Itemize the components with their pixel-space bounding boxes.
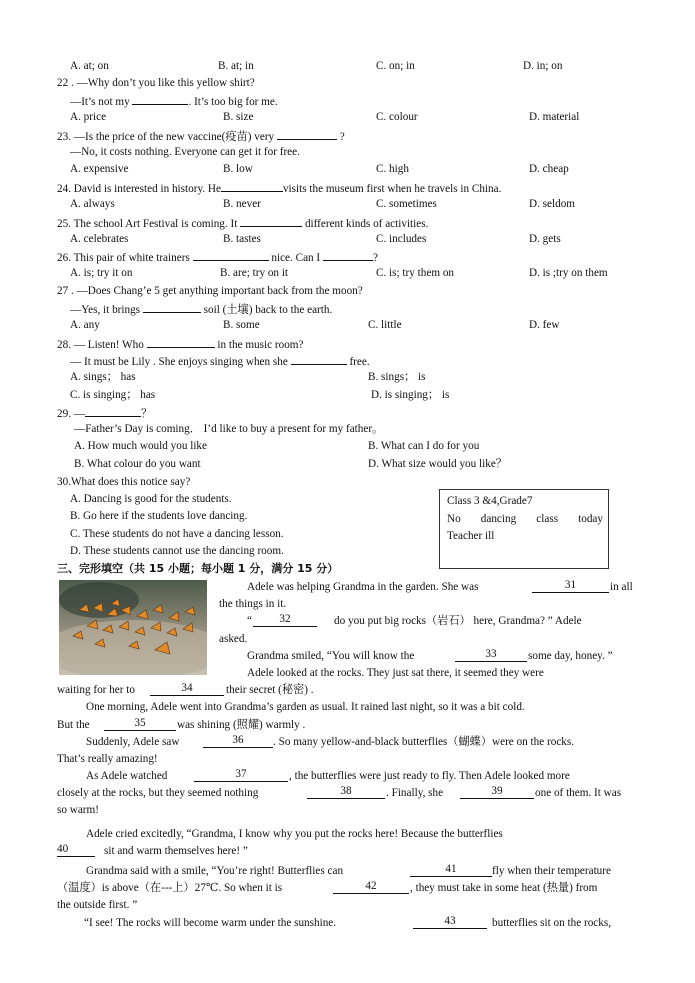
cloze-line: Adele cried excitedly, “Grandma, I know why you put the rocks here! Because the butterflies bbox=[86, 827, 503, 840]
question-27 bbox=[0, 283, 695, 335]
q28-blank-1[interactable] bbox=[147, 335, 215, 348]
cloze-line: Adele looked at the rocks. They just sat there, it seemed they were bbox=[247, 666, 544, 679]
q27-option-b: B. some bbox=[223, 319, 260, 332]
q29-stem: 29. — ？ bbox=[57, 404, 152, 423]
section-3-title: 三、完形填空（共 15 小题；每小题 1 分，满分 15 分） bbox=[57, 562, 339, 575]
cloze-line: But the 35 was shining (照耀) warmly . bbox=[57, 716, 306, 731]
q30-option-a: A. Dancing is good for the students. bbox=[70, 493, 232, 506]
q29-option-d: D. What size would you like？ bbox=[368, 457, 507, 470]
cloze-line: As Adele watched 37 , the butterflies were just ready to fly. Then Adele looked more bbox=[86, 768, 570, 783]
q23-option-b: B. low bbox=[223, 163, 253, 176]
notice-line2: No dancing class today bbox=[447, 512, 603, 525]
q28-option-d: D. is singing； is bbox=[371, 388, 450, 401]
blank-43[interactable]: 43 bbox=[413, 915, 487, 929]
q26-option-b: B. are; try on it bbox=[220, 267, 289, 280]
blank-39[interactable]: 39 bbox=[460, 785, 534, 799]
q21-option-b: B. at; in bbox=[218, 60, 254, 72]
q23-option-a: A. expensive bbox=[70, 163, 129, 176]
question-23 bbox=[0, 127, 695, 179]
q28-line2: — It must be Lily . She enjoys singing when she free. bbox=[70, 352, 370, 371]
q23-line2: —No, it costs nothing. Everyone can get it for free. bbox=[70, 146, 300, 159]
blank-37[interactable]: 37 bbox=[194, 768, 288, 782]
cloze-passage bbox=[0, 579, 695, 932]
q27-line2: —Yes, it brings soil (土壤) back to the earth. bbox=[70, 300, 332, 319]
q21-options bbox=[0, 58, 695, 75]
q28-stem: 28. — Listen! Who in the music room? bbox=[57, 335, 303, 354]
cloze-line: That’s really amazing! bbox=[57, 752, 158, 765]
blank-41[interactable]: 41 bbox=[410, 863, 492, 877]
cloze-line: so warm! bbox=[57, 804, 99, 817]
q29-option-a: A. How much would you like bbox=[74, 440, 207, 453]
q25-stem: 25. The school Art Festival is coming. It different kinds of activities. bbox=[57, 214, 428, 233]
q26-blank-2[interactable] bbox=[323, 248, 373, 261]
q25-option-d: D. gets bbox=[529, 233, 561, 246]
cloze-line: Adele was helping Grandma in the garden. She was 31 in all bbox=[247, 579, 633, 593]
question-29 bbox=[0, 404, 695, 473]
q30-option-d: D. These students cannot use the dancing room. bbox=[70, 544, 284, 557]
q27-option-c: C. little bbox=[368, 319, 402, 332]
blank-33[interactable]: 33 bbox=[455, 648, 527, 662]
blank-31[interactable]: 31 bbox=[532, 579, 609, 593]
cloze-line: One morning, Adele went into Grandma’s garden as usual. It rained last night, so it was a bit cold. bbox=[86, 701, 525, 714]
q21-option-a: A. at; on bbox=[70, 60, 109, 72]
cloze-line: the things in it. bbox=[219, 598, 287, 611]
q22-option-a: A. price bbox=[70, 111, 107, 124]
q26-option-a: A. is; try it on bbox=[70, 267, 133, 280]
q27-option-a: A. any bbox=[70, 319, 100, 332]
cloze-line: Suddenly, Adele saw 36 . So many yellow-and-black butterflies（蝴蝶）were on the rocks. bbox=[86, 733, 575, 748]
blank-32[interactable]: 32 bbox=[253, 613, 317, 627]
q27-option-d: D. few bbox=[529, 319, 560, 332]
q29-option-b2: B. What colour do you want bbox=[74, 457, 201, 470]
q28-option-a: A. sings； has bbox=[70, 371, 136, 384]
cloze-line: asked. bbox=[219, 632, 248, 645]
q26-option-d: D. is ;try on them bbox=[529, 267, 608, 280]
cloze-line: “ 32 do you put big rocks（岩石） here, Grandma? ” Adele bbox=[247, 613, 582, 628]
q23-option-d: D. cheap bbox=[529, 163, 569, 176]
q24-option-d: D. seldom bbox=[529, 198, 575, 211]
cloze-line: Grandma smiled, “You will know the 33 some day, honey. ” bbox=[247, 647, 613, 662]
blank-42[interactable]: 42 bbox=[333, 880, 409, 894]
q28-blank-2[interactable] bbox=[291, 352, 347, 365]
q23-option-c: C. high bbox=[376, 163, 409, 176]
q30-stem: 30.What does this notice say? bbox=[57, 476, 191, 488]
q24-stem: 24. David is interested in history. He visits the museum first when he travels in China. bbox=[57, 179, 501, 198]
q25-blank[interactable] bbox=[240, 214, 302, 227]
q22-option-b: B. size bbox=[223, 111, 254, 124]
q22-blank[interactable] bbox=[132, 92, 188, 105]
q25-option-c: C. includes bbox=[376, 233, 427, 246]
cloze-line: the outside first. ” bbox=[57, 899, 138, 912]
q29-option-b: B. What can I do for you bbox=[368, 440, 480, 453]
q24-option-b: B. never bbox=[223, 198, 261, 211]
q24-blank[interactable] bbox=[221, 179, 283, 192]
q26-stem: 26. This pair of white trainers nice. Can I ? bbox=[57, 248, 378, 267]
blank-34[interactable]: 34 bbox=[150, 682, 224, 696]
q25-option-a: A. celebrates bbox=[70, 233, 129, 246]
q22-line2: —It’s not my . It’s too big for me. bbox=[70, 92, 278, 111]
q25-option-b: B. tastes bbox=[223, 233, 261, 246]
notice-line1: Class 3 &4,Grade7 bbox=[447, 495, 533, 507]
q21-option-d: D. in; on bbox=[523, 60, 563, 72]
q29-line2: —Father’s Day is coming． I’d like to buy a present for my father。 bbox=[74, 423, 384, 436]
q22-option-d: D. material bbox=[529, 111, 580, 124]
cloze-line: closely at the rocks, but they seemed nothing 38 . Finally, she 39 one of them. It was bbox=[57, 785, 622, 800]
q30-option-b: B. Go here if the students love dancing. bbox=[70, 510, 248, 523]
cloze-line: waiting for her to 34 their secret (秘密) . bbox=[57, 682, 314, 697]
question-26 bbox=[0, 248, 695, 282]
q28-option-b: B. sings； is bbox=[368, 371, 426, 384]
question-28 bbox=[0, 335, 695, 404]
blank-36[interactable]: 36 bbox=[203, 734, 273, 748]
cloze-line: （温度）is above（在---上）27℃. So when it is 42 , they must take in some heat (热量) from bbox=[57, 880, 598, 895]
q26-option-c: C. is; try them on bbox=[376, 267, 455, 280]
blank-35[interactable]: 35 bbox=[104, 717, 176, 731]
q24-option-c: C. sometimes bbox=[376, 198, 437, 211]
q28-option-c: C. is singing； has bbox=[70, 388, 156, 401]
q22-option-c: C. colour bbox=[376, 111, 418, 124]
cloze-line: “I see! The rocks will become warm under the sunshine. 43 butterflies sit on the rocks, bbox=[84, 914, 611, 929]
q23-blank[interactable] bbox=[277, 127, 337, 140]
notice-box bbox=[439, 489, 609, 569]
q24-option-a: A. always bbox=[70, 198, 115, 211]
q26-blank-1[interactable] bbox=[193, 248, 269, 261]
cloze-line: Grandma said with a smile, “You’re right! Butterflies can 41 fly when their temperature bbox=[86, 863, 611, 877]
blank-38[interactable]: 38 bbox=[307, 785, 385, 799]
cloze-line: 40 sit and warm themselves here! ” bbox=[57, 842, 248, 857]
question-25 bbox=[0, 214, 695, 248]
notice-line3: Teacher ill bbox=[447, 530, 495, 542]
q30-option-c: C. These students do not have a dancing lesson. bbox=[70, 527, 284, 540]
q27-blank[interactable] bbox=[143, 300, 201, 313]
blank-40[interactable]: 40 bbox=[57, 843, 95, 857]
q29-blank[interactable] bbox=[85, 404, 141, 417]
q23-stem: 23. —Is the price of the new vaccine(疫苗) very ? bbox=[57, 127, 345, 146]
q21-option-c: C. on; in bbox=[376, 60, 415, 72]
question-22 bbox=[0, 75, 695, 127]
question-24 bbox=[0, 179, 695, 213]
question-30 bbox=[0, 474, 430, 560]
q22-stem: 22 . —Why don’t you like this yellow shirt? bbox=[57, 77, 255, 89]
q27-stem: 27 . —Does Chang’e 5 get anything important back from the moon? bbox=[57, 285, 363, 297]
